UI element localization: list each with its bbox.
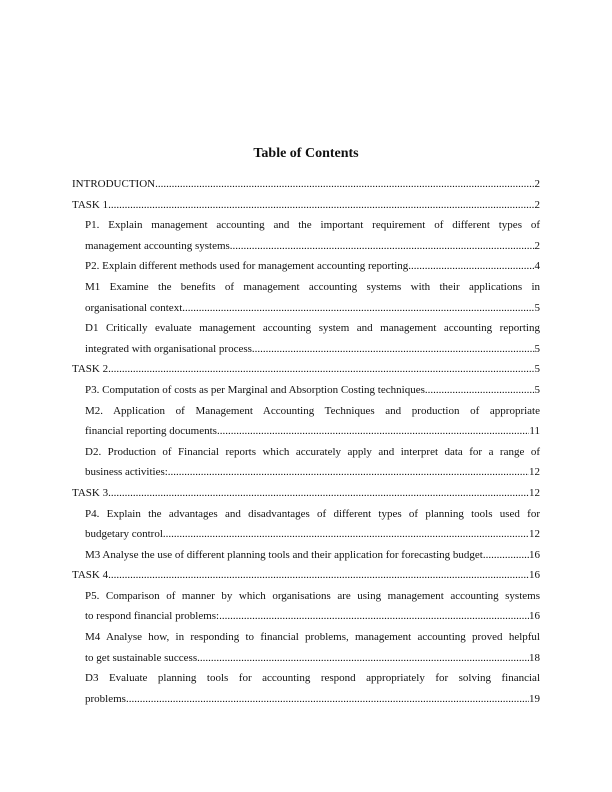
dot-leader	[108, 565, 529, 586]
toc-entry[interactable]	[72, 565, 540, 586]
toc-entry-text: P4. Explain the advantages and disadvantages of different types of planning tools used for	[85, 507, 540, 520]
toc-page-number: 16	[529, 569, 540, 582]
toc-entry-title: M3 Analyse the use of different planning tools and their application for forecasting budget	[85, 548, 483, 561]
toc-entry-title: to respond financial problems:	[85, 610, 220, 623]
toc-entry-title: problems	[85, 692, 126, 705]
toc-entry-title: to get sustainable success	[85, 651, 198, 664]
dot-leader	[252, 339, 535, 360]
toc-entry-title: TASK 3	[72, 486, 109, 499]
dot-leader	[155, 174, 534, 195]
toc-entry[interactable]	[72, 277, 540, 318]
toc-entry-title: management accounting systems	[85, 239, 230, 252]
toc-entry[interactable]	[72, 359, 540, 380]
toc-entry-title: TASK 2	[72, 363, 109, 376]
dot-leader	[217, 421, 529, 442]
toc-entry[interactable]	[72, 627, 540, 668]
toc-entry-text: D1 Critically evaluate management accounting system and management accounting reporting	[85, 322, 540, 335]
toc-entry[interactable]	[72, 174, 540, 195]
toc-entry[interactable]	[72, 256, 540, 277]
dot-leader	[408, 256, 534, 277]
toc-page-number: 2	[534, 178, 540, 190]
toc-entry[interactable]	[72, 401, 540, 442]
toc-entry-title: P2. Explain different methods used for management accounting reporting	[85, 260, 409, 273]
toc-page-number: 19	[529, 692, 540, 705]
toc-page-number: 2	[534, 198, 540, 211]
dot-leader	[163, 524, 529, 545]
page-title: Table of Contents	[253, 146, 359, 161]
toc-page-number: 12	[529, 466, 540, 479]
toc-entry-title: TASK 1	[72, 198, 109, 211]
toc-entry-text: P1. Explain management accounting and the important requirement of different types of	[85, 219, 540, 232]
toc-entry-text: D3 Evaluate planning tools for accounting respond appropriately for solving financial	[85, 672, 540, 685]
toc-entry-title: integrated with organisational process	[85, 342, 252, 355]
toc-page-number: 12	[529, 486, 540, 499]
dot-leader	[197, 648, 529, 669]
toc-entry-text: D2. Production of Financial reports which accurately apply and interpret data for a range of	[85, 445, 540, 458]
dot-leader	[425, 380, 535, 401]
toc-page-number: 18	[529, 651, 540, 664]
toc-entry[interactable]	[72, 380, 540, 401]
toc-entry[interactable]	[72, 215, 540, 256]
dot-leader	[182, 298, 534, 319]
toc-entry-title: business activities:	[85, 466, 168, 479]
dot-leader	[108, 483, 529, 504]
toc-page-number: 5	[534, 301, 540, 314]
toc-entry-title: organisational context	[85, 301, 183, 314]
toc-entry-title: INTRODUCTION	[72, 178, 156, 190]
toc-page-number: 4	[534, 260, 540, 273]
toc-page-number: 5	[534, 363, 540, 376]
toc-entry-title: TASK 4	[72, 569, 109, 582]
table-of-contents	[72, 174, 540, 709]
toc-entry[interactable]	[72, 668, 540, 709]
toc-entry-text: P5. Comparison of manner by which organisations are using management accounting systems	[85, 589, 540, 602]
toc-entry-text: M1 Examine the benefits of management accounting systems with their applications in	[85, 280, 540, 293]
toc-page-number: 12	[529, 528, 540, 541]
toc-entry[interactable]	[72, 504, 540, 545]
toc-page-number: 16	[529, 610, 540, 623]
toc-page-number: 16	[529, 548, 540, 561]
dot-leader	[483, 545, 529, 566]
dot-leader	[108, 195, 534, 216]
toc-page-number: 5	[534, 342, 540, 355]
toc-entry[interactable]	[72, 545, 540, 566]
dot-leader	[168, 462, 529, 483]
toc-entry[interactable]	[72, 586, 540, 627]
toc-entry-text: M4 Analyse how, in responding to financial problems, management accounting proved helpful	[85, 631, 540, 644]
toc-entry-title: P3. Computation of costs as per Marginal and Absorption Costing techniques	[85, 383, 425, 396]
toc-entry[interactable]	[72, 318, 540, 359]
toc-entry-title: budgetary control	[85, 528, 163, 541]
toc-entry-text: M2. Application of Management Accounting Techniques and production of appropriate	[85, 404, 540, 417]
dot-leader	[108, 359, 534, 380]
toc-entry-title: financial reporting documents	[85, 425, 217, 438]
dot-leader	[219, 606, 529, 627]
toc-page-number: 5	[534, 383, 540, 396]
dot-leader	[126, 689, 529, 710]
toc-page-number: 11	[529, 425, 540, 438]
toc-entry[interactable]	[72, 195, 540, 216]
toc-page-number: 2	[534, 239, 540, 252]
dot-leader	[230, 236, 535, 257]
toc-entry[interactable]	[72, 442, 540, 483]
toc-entry[interactable]	[72, 483, 540, 504]
